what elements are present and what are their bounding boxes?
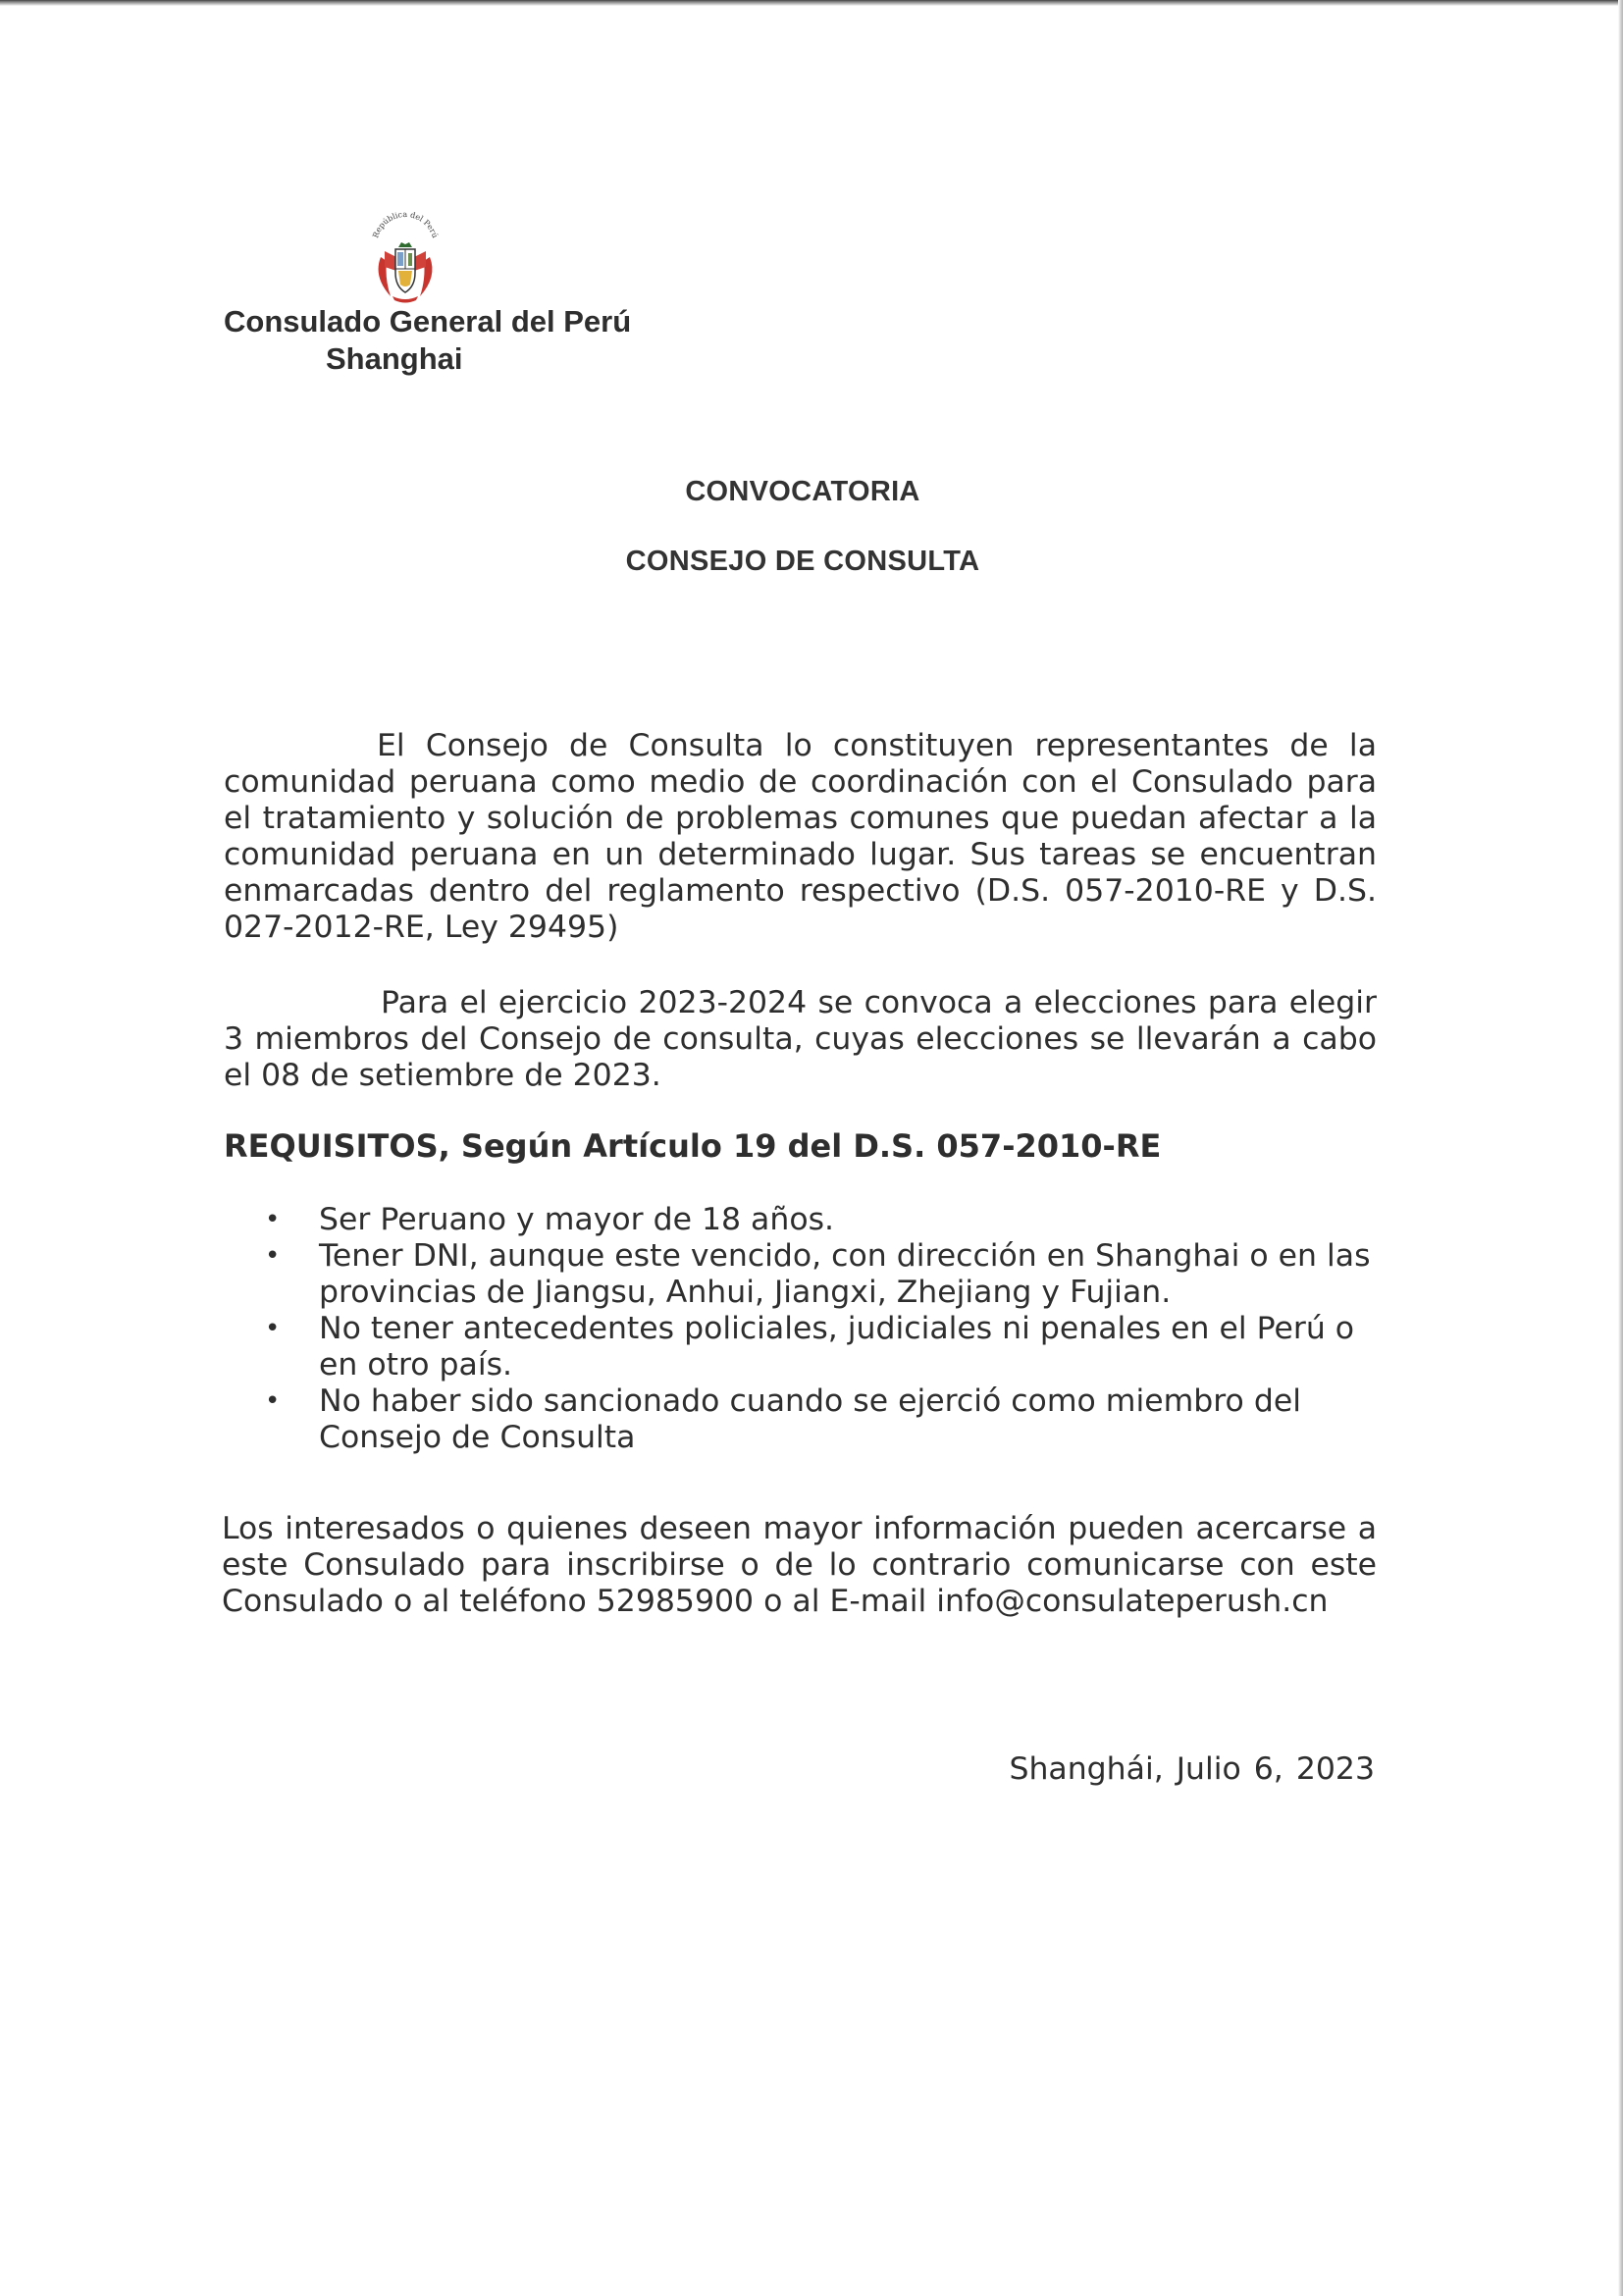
bullet-icon: • — [265, 1241, 281, 1271]
requirements-heading: REQUISITOS, Según Artículo 19 del D.S. 057-2010-RE — [224, 1127, 1162, 1165]
election-paragraph: Para el ejercicio 2023-2024 se convoca a elecciones para elegir 3 miembros del Consejo de consulta, cuyas elecciones se llevarán a cabo el 08 de setiembre de 2023. — [224, 985, 1377, 1093]
requirements-list — [265, 1202, 1384, 1456]
document-title: CONVOCATORIA — [685, 476, 920, 507]
scan-edge-right — [1618, 0, 1623, 2296]
bullet-icon: • — [265, 1386, 281, 1416]
signature-date: Shanghái, Julio 6, 2023 — [1009, 1751, 1375, 1787]
requirement-text: Ser Peruano y mayor de 18 años. — [319, 1202, 835, 1237]
bullet-icon: • — [265, 1205, 281, 1234]
list-item — [265, 1311, 1384, 1383]
requirement-text: No haber sido sancionado cuando se ejerció como miembro del Consejo de Consulta — [319, 1383, 1301, 1455]
svg-text:República del Perú: República del Perú — [371, 209, 440, 239]
intro-paragraph: El Consejo de Consulta lo constituyen representantes de la comunidad peruana como medio de coordinación con el Consulado para el tratamiento y solución de problemas comunes que puedan afectar a la comunidad peruana en un determinado lugar. Sus tareas se encuentran enmarcadas dentro del reglamento respectivo (D.S. 057-2010-RE y D.S. 027-2012-RE, Ley 29495) — [224, 728, 1377, 945]
contact-paragraph: Los interesados o quienes deseen mayor información pueden acercarse a este Consulado para inscribirse o de lo contrario comunicarse con este Consulado o al teléfono 52985900 o al E-mail info@consulateperush.cn — [222, 1511, 1377, 1619]
document-subtitle: CONSEJO DE CONSULTA — [625, 546, 980, 577]
list-item — [265, 1383, 1384, 1456]
requirement-text: Tener DNI, aunque este vencido, con dirección en Shanghai o en las provincias de Jiangsu, Anhui, Jiangxi, Zhejiang y Fujian. — [319, 1238, 1371, 1310]
organization-name: Consulado General del Perú — [224, 304, 632, 339]
list-item — [265, 1202, 1384, 1238]
list-item — [265, 1238, 1384, 1311]
requirement-text: No tener antecedentes policiales, judiciales ni penales en el Perú o en otro país. — [319, 1311, 1355, 1383]
bullet-icon: • — [265, 1314, 281, 1343]
scan-edge-top — [0, 0, 1623, 6]
organization-city: Shanghai — [326, 341, 463, 376]
coat-of-arms-icon — [363, 206, 447, 308]
